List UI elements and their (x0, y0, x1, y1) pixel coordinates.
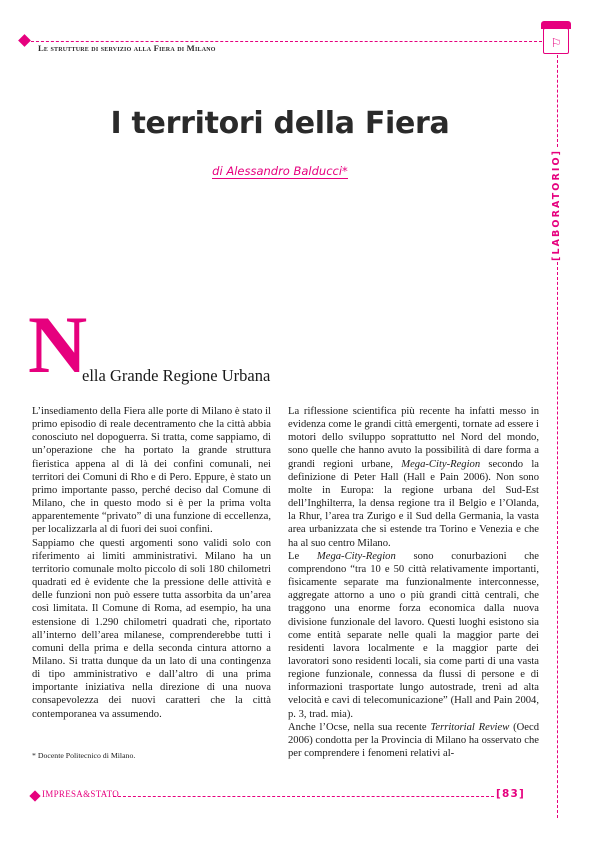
term-mega-city-region: Mega-City-Region (401, 458, 481, 470)
right-paragraph-2: Le Mega-City-Region sono conurbazioni che comprendono “tra 10 e 50 città relativamente importanti, fisicamente separate ma funzionalmente interconnesse, aggregate attorno a uno o più grandi città centrali, che traggono una enorme forza economica dalla nuova divisione funzionale del lavoro. Questi luoghi esistono sia come entità separate nelle quali la maggior parte dei residenti lavora localmente e la maggior parte dei lavoratori sono residenti locali, sia come parti di una vasta regione funzionale, connessa da flussi di persone e di informazioni trasportate lungo autostrade, treni ad alta velocità e cavi di telecomunicazione” (Hall and Pain 2004, p. 3, trad. mia). (288, 550, 539, 720)
drop-cap: N (28, 299, 88, 390)
footer-divider (113, 796, 494, 797)
term-mega-city-region: Mega-City-Region (316, 550, 396, 562)
footer-diamond-icon (29, 790, 40, 801)
article-subhead: ella Grande Regione Urbana (82, 366, 271, 385)
footnote: * Docente Politecnico di Milano. (32, 751, 136, 760)
article-byline (0, 164, 560, 178)
right-paragraph-1: La riflessione scientifica più recente ha infatti messo in evidenza come le grandi città emergenti, tornate ad essere i motori dello sviluppo soprattutto nel Nord del mondo, sono quelle che hanno avuto la possibilità di dare forma a grandi regioni urbane, Mega-City-Region secondo la definizione di Peter Hall (Hall e Pain 2006). Non sono molte in Europa: la regione urbana del Sud-Est dell’Inghilterra, la densa regione tra il Belgio e l’Olanda, la Rhur, l’area tra Zurigo e il Sud della Germania, la vasta area urbanizzata che si estende tra Torino e Venezia e che ha al suo centro Milano. (288, 406, 539, 549)
header-divider (26, 41, 542, 42)
side-section-label-text: [LABORATORIO] (551, 148, 562, 261)
section-title: Le strutture di servizio alla Fiera di Milano (38, 43, 216, 53)
left-paragraph-1: L’insediamento della Fiera alle porte di Milano è stato il primo episodio di reale decentramento che la città abbia conosciuto nel dopoguerra. Si tratta, come sappiamo, di un’operazione che ha portato la grande struttura fieristica appena al di là dei confini comunali, nei territori dei Comuni di Rho e di Pero. Eppure, è stato un primo importante passo, perché deciso dal Comune di Milano, che in questo modo si è per la prima volta apparentemente “privato” di una funzione di eccellenza, per localizzarla al di fuori dei suoi confini. (32, 406, 271, 536)
right-column (288, 405, 539, 760)
right-paragraph-3: Anche l’Ocse, nella sua recente Territorial Review (Oecd 2006) condotta per la Provincia di Milano ha osservato che per comprendere i fenomeni relativi al- (288, 721, 539, 760)
gift-shop-icon: ⚐ (543, 28, 569, 54)
page-number: [83] (496, 788, 526, 800)
footer-brand: IMPRESA&STATO (42, 789, 120, 799)
article-title: I territori della Fiera (110, 106, 450, 141)
left-paragraph-2: Sappiamo che questi argomenti sono validi solo con riferimento ai limiti amministrativi. Milano ha un territorio comunale molto piccolo di soli 180 chilometri quadrati ed è evidente che la pressione delle attività e delle funzioni non può essere tutta assorbita da un’area così limitata. Il Comune di Roma, ad esempio, ha una estensione di 1.290 chilometri quadrati che, riportato all’interno dell’area milanese, comprenderebbe tutti i comuni della prima e della seconda cintura attorno a Milano. Si tratta dunque da un lato di una contingenza di tipo amministrativo e dall’altro di una prima importante iniziativa nella direzione di una nuova consapevolezza dei nuovi caratteri che la città contemporanea va assumendo. (32, 537, 271, 720)
term-territorial-review: Territorial Review (430, 721, 510, 733)
left-column (32, 405, 271, 721)
side-divider-bottom (557, 262, 558, 818)
byline-text: di Alessandro Balducci* (212, 164, 348, 178)
